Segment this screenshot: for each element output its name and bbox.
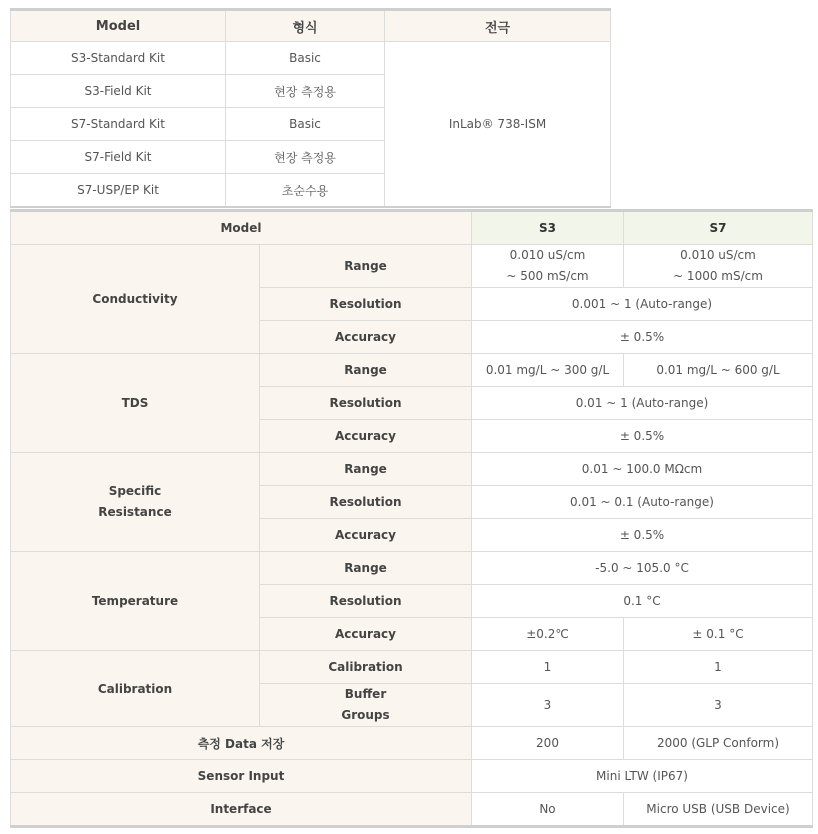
param-label: Resolution <box>260 585 472 618</box>
param-label: Range <box>260 245 472 288</box>
param-label: Range <box>260 354 472 387</box>
group-temperature: Temperature <box>11 552 260 651</box>
group-calibration: Calibration <box>11 651 260 727</box>
group-specific-resistance <box>11 453 260 552</box>
value-shared: ± 0.5% <box>472 420 813 453</box>
param-label <box>260 684 472 727</box>
value-shared: ± 0.5% <box>472 519 813 552</box>
param-label: Resolution <box>260 387 472 420</box>
value-s7: 0.01 mg/L ~ 600 g/L <box>624 354 813 387</box>
row-label-interface: Interface <box>11 793 472 827</box>
group-label-line: Specific <box>108 484 162 498</box>
value-s3: 200 <box>472 727 624 760</box>
value-shared: 0.01 ~ 0.1 (Auto-range) <box>472 486 813 519</box>
kit-table <box>10 8 611 208</box>
table-row <box>11 793 813 827</box>
param-label: Accuracy <box>260 420 472 453</box>
value-line: ~ 500 mS/cm <box>506 269 589 283</box>
value-shared: 0.01 ~ 1 (Auto-range) <box>472 387 813 420</box>
param-label: Range <box>260 552 472 585</box>
value-s3 <box>472 245 624 288</box>
table-row <box>11 453 813 486</box>
value-s7: 2000 (GLP Conform) <box>624 727 813 760</box>
spec-header-model: Model <box>11 211 472 245</box>
table-row <box>11 760 813 793</box>
kit-model: S3-Standard Kit <box>11 42 226 75</box>
value-shared: 0.1 °C <box>472 585 813 618</box>
param-label: Resolution <box>260 486 472 519</box>
group-tds: TDS <box>11 354 260 453</box>
value-line: 0.010 uS/cm <box>680 248 756 262</box>
value-s3: 1 <box>472 651 624 684</box>
param-label: Accuracy <box>260 519 472 552</box>
value-s7 <box>624 245 813 288</box>
param-label: Range <box>260 453 472 486</box>
kit-model: S3-Field Kit <box>11 75 226 108</box>
param-label: Calibration <box>260 651 472 684</box>
table-row <box>11 245 813 288</box>
kit-header-model: Model <box>11 10 226 42</box>
kit-type: Basic <box>226 108 385 141</box>
value-s7: 3 <box>624 684 813 727</box>
spec-header-row <box>11 211 813 245</box>
kit-type: 초순수용 <box>226 174 385 208</box>
value-s3: 0.01 mg/L ~ 300 g/L <box>472 354 624 387</box>
param-label: Resolution <box>260 288 472 321</box>
group-conductivity: Conductivity <box>11 245 260 354</box>
spec-header-s7: S7 <box>624 211 813 245</box>
kit-model: S7-Field Kit <box>11 141 226 174</box>
param-label: Accuracy <box>260 321 472 354</box>
value-s3: 3 <box>472 684 624 727</box>
row-label-sensor-input: Sensor Input <box>11 760 472 793</box>
kit-type: 현장 측정용 <box>226 75 385 108</box>
value-s3: ±0.2℃ <box>472 618 624 651</box>
param-label-line: Buffer <box>344 687 387 701</box>
table-row <box>11 727 813 760</box>
param-label-line: Groups <box>341 708 390 722</box>
table-row <box>11 354 813 387</box>
table-row <box>11 42 611 75</box>
table-row <box>11 552 813 585</box>
value-shared: ± 0.5% <box>472 321 813 354</box>
spec-table <box>10 209 813 828</box>
kit-electrode: InLab® 738-ISM <box>385 42 611 208</box>
value-s7: ± 0.1 °C <box>624 618 813 651</box>
group-label-line: Resistance <box>98 505 172 519</box>
table-row <box>11 651 813 684</box>
spec-header-s3: S3 <box>472 211 624 245</box>
value-s3: No <box>472 793 624 827</box>
value-shared: 0.001 ~ 1 (Auto-range) <box>472 288 813 321</box>
kit-model: S7-Standard Kit <box>11 108 226 141</box>
kit-type: Basic <box>226 42 385 75</box>
kit-header-row <box>11 10 611 42</box>
value-line: 0.010 uS/cm <box>509 248 586 262</box>
kit-model: S7-USP/EP Kit <box>11 174 226 208</box>
row-label-storage: 측정 Data 저장 <box>11 727 472 760</box>
kit-header-type: 형식 <box>226 10 385 42</box>
value-shared: Mini LTW (IP67) <box>472 760 813 793</box>
value-shared: 0.01 ~ 100.0 MΩcm <box>472 453 813 486</box>
kit-header-electrode: 전극 <box>385 10 611 42</box>
value-line: ~ 1000 mS/cm <box>673 269 763 283</box>
kit-type: 현장 측정용 <box>226 141 385 174</box>
value-shared: -5.0 ~ 105.0 °C <box>472 552 813 585</box>
value-s7: 1 <box>624 651 813 684</box>
value-s7: Micro USB (USB Device) <box>624 793 813 827</box>
param-label: Accuracy <box>260 618 472 651</box>
